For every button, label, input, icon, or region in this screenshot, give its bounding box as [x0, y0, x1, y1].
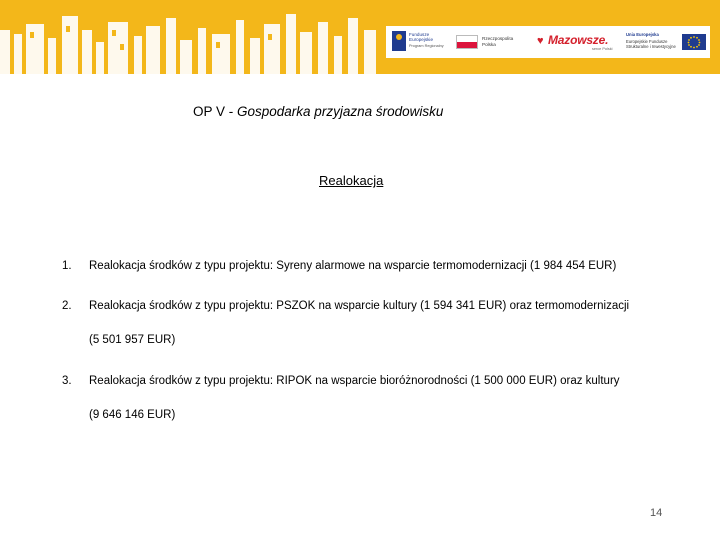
- mazowsze-word: Mazowsze.: [548, 33, 609, 47]
- fe-line1: Fundusze: [409, 32, 430, 37]
- fe-mark-icon: [392, 31, 406, 51]
- mazowsze-logo: [536, 29, 622, 55]
- ue-line2: Europejskie Fundusze: [626, 39, 668, 44]
- eu-flag-icon: [682, 34, 706, 50]
- list-item-text: Realokacja środków z typu projektu: Syreny alarmowe na wsparcie termomodernizacji (1 984 454 EUR): [89, 260, 617, 272]
- slide-subtitle: Realokacja: [319, 173, 384, 188]
- list-item-number: 2.: [62, 300, 72, 312]
- list-item-number: 3.: [62, 375, 72, 387]
- page-number: 14: [650, 507, 663, 519]
- fundusze-europejskie-logo: [392, 30, 452, 54]
- rzeczpospolita-logo: [456, 30, 530, 54]
- rp-line1: Rzeczpospolita: [482, 36, 514, 41]
- logo-strip: [386, 26, 710, 58]
- fe-line2: Europejskie: [409, 37, 434, 42]
- unia-europejska-logo: [626, 29, 708, 55]
- list-item-number: 1.: [62, 260, 72, 272]
- list-item-text-continued: (9 646 146 EUR): [89, 409, 176, 421]
- fe-line3: Program Regionalny: [409, 44, 444, 48]
- slide-title: [193, 103, 443, 121]
- ue-line3: Strukturalne i Inwestycyjne: [626, 44, 676, 49]
- polish-flag-icon: [456, 35, 478, 49]
- title-prefix: OP V -: [193, 104, 238, 119]
- list-item-text: Realokacja środków z typu projektu: PSZOK na wsparcie kultury (1 594 341 EUR) oraz termomodernizacji: [89, 300, 630, 312]
- heart-icon: ♥: [537, 35, 544, 47]
- list-item-text: Realokacja środków z typu projektu: RIPOK na wsparcie bioróżnorodności (1 500 000 EUR) oraz kultury: [89, 375, 620, 387]
- rp-line2: Polska: [482, 42, 496, 47]
- header-banner: [0, 0, 720, 74]
- mazowsze-sub: serce Polski: [592, 47, 613, 51]
- title-italic: Gospodarka przyjazna środowisku: [237, 104, 444, 119]
- list-item-text-continued: (5 501 957 EUR): [89, 334, 176, 346]
- ue-line1: Unia Europejska: [626, 32, 659, 37]
